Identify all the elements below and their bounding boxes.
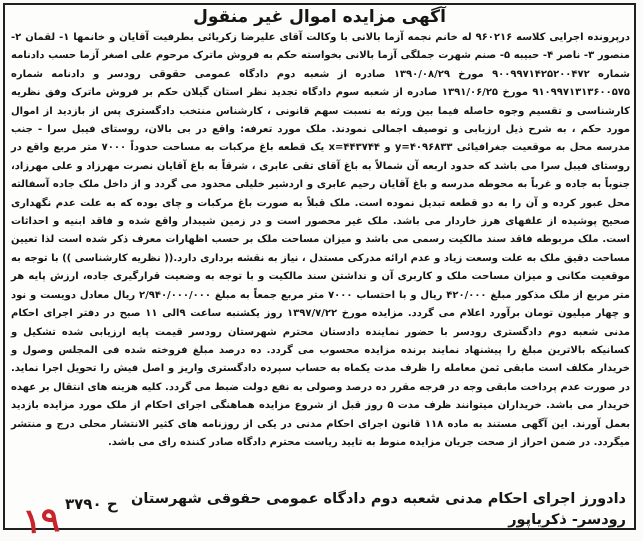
auction-notice (3, 3, 636, 542)
notice-body: درپرونده اجرایی کلاسه ۹۶۰۲۱۶ له خانم نجمه آزما بالانی با وکالت آقای علیرضا زکریائی بطرفیت آقایان و خانمها ۱- لقمان ۲- منصور ۳- ناصر ۴- حبیبه ۵- صنم شهرت جملگی آزما بالانی بخواسته حکم به فروش ماترک مرحوم علی اصغر آزما حسب دادنامه شماره ۹۰۰۹۹۷۱۴۲۵۲۰۰۴۷۲ مورخ ۱۳۹۰/۰۸/۲۹ صادره از شعبه دوم دادگاه عمومی حقوقی رودسر و دادنامه شماره ۹۱۰۹۹۷۱۳۱۳۶۰۰۵۷۵ مورخ ۱۳۹۱/۰۶/۲۵ صادره از شعبه سوم دادگاه تجدید نظر استان گیلان حکم بر فروش ماترک وفق نظریه کارشناسی و تقسیم وجوه حاصله فیما بین ورثه به نسبت سهم قانونی ، کارشناس منتخب دادگستری پس از بازدید از اموال مورد حکم ، به شرح ذیل ارزیابی و توصیف اجمالی نمودند. ملک مورد تعرفه: واقع در بی بالان، روستای فیبل سرا - جنب مدرسه محل به موقعیت جغرافیائی ۴۰۹۶۸۳۳=y و ۴۴۳۷۴۴=x یک قطعه باغ مرکبات به مساحت حدوداً ۷۰۰۰ متر مربع واقع در روستای فیبل سرا می باشد که حدود اربعه آن شمالاً به باغ آقای تقی عابری ، شرقاً به باغ آقایان نصرت مهرزاد و علی مهرزاد، جنوباً به جاده و غرباً به محوطه مدرسه و باغ آقایان رحیم عابری و اردشیر خلیلی محدود می گردد و از داخل ملک جاده آسفالته محل عبور کرده و آن را به دو قطعه تبدیل نموده است. ملک قبلاً به صورت باغ مرکبات و چای بوده که به علت عدم نگهداری صحیح پوشیده از علفهای هرز خاردار می باشد. ملک غیر محصور است و در زمین شیبدار واقع شده و فاقد ابنیه و احداثات است. ملک مربوطه فاقد سند مالکیت رسمی می باشد و میزان مساحت ملک بر حسب اظهارات معرف ذکر شده است لذا تعیین مساحت دقیق ملک به علت وسعت زیاد و عدم ارائه مدرکی مستدل ، نیاز به نقشه برداری دارد.(( نظریه کارشناسی )) با توجه به موقعیت مکانی و میزان مساحت ملک و کاربری آن و نداشتن سند مالکیت و با توجه به وضعیت قرارگیری جاده، ارزش پایه هر متر مربع از ملک مذکور مبلغ ۴۲۰/۰۰۰ ریال و با احتساب ۷۰۰۰ متر مربع جمعاً به مبلغ ۲/۹۴۰/۰۰۰/۰۰۰ ریال معادل دویست و نود و چهار میلیون تومان برآورد اعلام می گردد. مزایده مورخ ۱۳۹۷/۷/۲۲ روز یکشنبه ساعت ۹الی ۱۱ صبح در دفتر اجرای احکام مدنی شعبه دوم دادگستری رودسر با حضور نماینده دادستان محترم شهرستان رودسر قیمت پایه ارزیابی شده تشکیل و کسانیکه بالاترین مبلغ را پیشنهاد نمایند برنده مزایده محسوب می گردد. ده درصد مبلغ فروخته شده فی المجلس وصول و خریدار مکلف است مابقی ثمن معامله را ظرف مدت یکماه به حساب سپرده دادگستری واریز و اصل فیش را تحویل اجرا نماید. در صورت عدم پرداخت مابقی وجه در فرجه مقرر ده درصد وصولی به نفع دولت ضبط می گردد. کلیه هزینه های انتقال بر عهده خریدار می باشد. خریداران میتوانند ظرف مدت ۵ روز قبل از شروع مزایده هماهنگی اجرای احکام از ملک مورد مزایده بازدید بعمل آورند. این آگهی مستند به ماده ۱۱۸ قانون اجرای احکام مدنی در یکی از روزنامه های کثیر الانتشار محلی درج و منتشر میگردد. در ضمن احراز از صحت جریان مزایده منوط به تایید ریاست محترم دادگاه صادر کننده رای می باشد. (11, 32, 631, 448)
reference-code: ح ۳۷۹۰ (65, 495, 118, 513)
notice-issuer: دادورز اجرای احکام مدنی شعبه دوم دادگاه عمومی حقوقی شهرستان رودسر- ذکریاپور (131, 491, 626, 528)
notice-title: آگهی مزایده اموال غیر منقول (193, 7, 446, 27)
handwritten-number-mark: ۱۹ (21, 499, 61, 542)
